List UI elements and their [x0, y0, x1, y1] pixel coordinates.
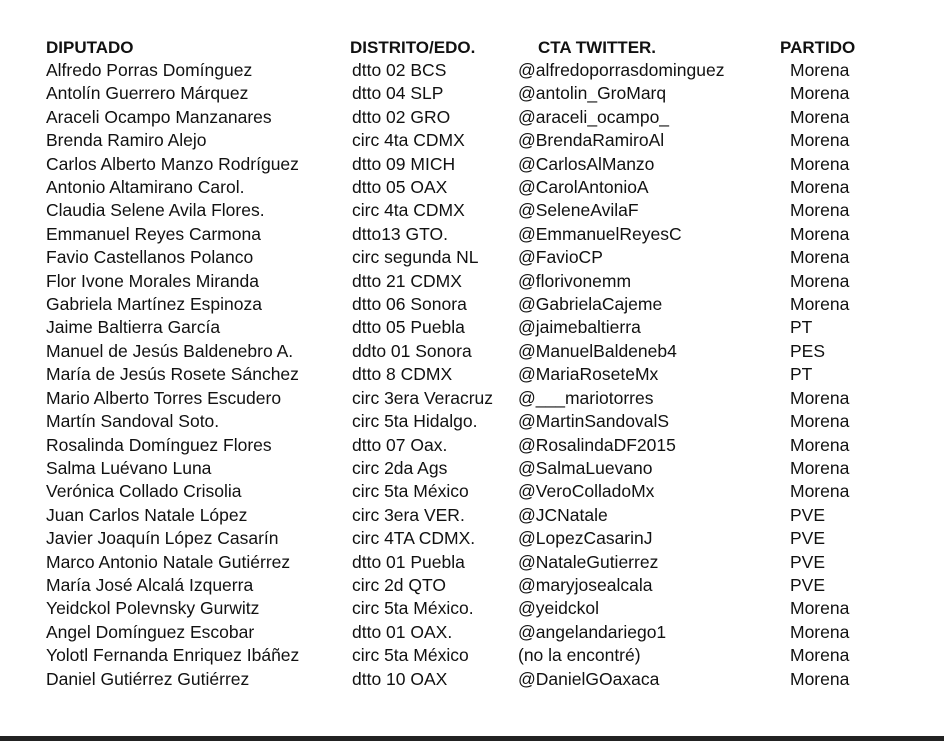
table-row [46, 621, 886, 644]
deputy-name: Juan Carlos Natale López [46, 504, 248, 525]
table-row [46, 457, 886, 480]
table-row [46, 434, 886, 457]
twitter-handle: @GabrielaCajeme [518, 294, 663, 315]
deputy-name: Daniel Gutiérrez Gutiérrez [46, 668, 250, 689]
party-cell: Morena [790, 247, 850, 268]
district-cell: circ 5ta México [352, 645, 469, 666]
table-row [46, 363, 886, 386]
table-row [46, 129, 886, 152]
deputy-name: María José Alcalá Izquerra [46, 574, 254, 595]
twitter-handle: @yeidckol [518, 598, 599, 619]
deputy-name: Mario Alberto Torres Escudero [46, 387, 282, 408]
party-cell: Morena [790, 177, 850, 198]
table-row [46, 340, 886, 363]
twitter-handle: @RosalindaDF2015 [518, 434, 676, 455]
table-row [46, 316, 886, 339]
twitter-handle: @NataleGutierrez [518, 551, 659, 572]
district-cell: circ 4TA CDMX. [352, 528, 476, 549]
deputy-name: Martín Sandoval Soto. [46, 411, 220, 432]
twitter-handle: @___mariotorres [518, 387, 654, 408]
district-cell: dtto 02 BCS [352, 60, 447, 80]
district-cell: circ 5ta México [352, 481, 469, 502]
twitter-handle: @SalmaLuevano [518, 457, 653, 478]
deputy-name: Araceli Ocampo Manzanares [46, 106, 272, 127]
table-row [46, 387, 886, 410]
party-cell: Morena [790, 457, 850, 478]
deputy-name: María de Jesús Rosete Sánchez [46, 364, 299, 385]
table-row [46, 223, 886, 246]
district-cell: ddto 01 Sonora [352, 340, 472, 361]
district-cell: dtto 21 CDMX [352, 270, 462, 291]
party-cell: Morena [790, 434, 850, 455]
party-cell: Morena [790, 621, 850, 642]
deputy-name: Verónica Collado Crisolia [46, 481, 242, 502]
district-cell: dtto 05 Puebla [352, 317, 465, 338]
district-cell: circ 5ta México. [352, 598, 474, 619]
district-cell: dtto 09 MICH [352, 153, 456, 174]
party-cell: Morena [790, 200, 850, 221]
party-cell: Morena [790, 60, 850, 80]
header-row [46, 36, 886, 59]
table-row [46, 504, 886, 527]
party-cell: PVE [790, 574, 826, 595]
party-cell: PVE [790, 504, 826, 525]
district-cell: circ 4ta CDMX [352, 130, 465, 151]
twitter-handle: @araceli_ocampo_ [518, 106, 670, 127]
party-cell: Morena [790, 223, 850, 244]
district-cell: dtto 07 Oax. [352, 434, 448, 455]
party-cell: Morena [790, 270, 850, 291]
twitter-handle: @angelandariego1 [518, 621, 667, 642]
party-cell: PVE [790, 528, 826, 549]
twitter-handle: @LopezCasarinJ [518, 528, 653, 549]
district-cell: dtto 8 CDMX [352, 364, 453, 385]
district-cell: circ segunda NL [352, 247, 479, 268]
twitter-handle: @BrendaRamiroAl [518, 130, 665, 151]
table-row [46, 176, 886, 199]
district-cell: circ 4ta CDMX [352, 200, 465, 221]
table-row [46, 668, 886, 691]
header-twitter: CTA TWITTER. [538, 38, 657, 57]
party-cell: Morena [790, 645, 850, 666]
party-cell: PES [790, 340, 826, 361]
table-row [46, 293, 886, 316]
deputy-name: Claudia Selene Avila Flores. [46, 200, 265, 221]
header-distrito: DISTRITO/EDO. [350, 38, 476, 57]
table-row [46, 551, 886, 574]
table-row [46, 480, 886, 503]
party-cell: Morena [790, 387, 850, 408]
twitter-handle: (no la encontré) [518, 645, 641, 666]
twitter-handle: @jaimebaltierra [518, 317, 641, 338]
deputy-name: Angel Domínguez Escobar [46, 621, 255, 642]
twitter-handle: @VeroColladoMx [518, 481, 655, 502]
deputy-name: Antolín Guerrero Márquez [46, 83, 249, 104]
table-row [46, 527, 886, 550]
table-row [46, 199, 886, 222]
deputy-name: Yeidckol Polevnsky Gurwitz [46, 598, 260, 619]
table-row [46, 574, 886, 597]
district-cell: circ 3era Veracruz [352, 387, 494, 408]
deputy-name: Javier Joaquín López Casarín [46, 528, 279, 549]
district-cell: circ 2da Ags [352, 457, 448, 478]
table-row [46, 106, 886, 129]
district-cell: dtto 01 OAX. [352, 621, 453, 642]
deputy-name: Flor Ivone Morales Miranda [46, 270, 259, 291]
party-cell: Morena [790, 481, 850, 502]
twitter-handle: @ManuelBaldeneb4 [518, 340, 677, 361]
party-cell: PVE [790, 551, 826, 572]
district-cell: dtto 04 SLP [352, 83, 444, 104]
district-cell: dtto 02 GRO [352, 106, 451, 127]
deputy-name: Favio Castellanos Polanco [46, 247, 254, 268]
twitter-handle: @JCNatale [518, 504, 608, 525]
deputy-name: Emmanuel Reyes Carmona [46, 223, 261, 244]
deputy-name: Rosalinda Domínguez Flores [46, 434, 272, 455]
deputy-name: Alfredo Porras Domínguez [46, 60, 253, 80]
header-diputado: DIPUTADO [46, 38, 134, 57]
table-body [46, 59, 886, 691]
table-row [46, 82, 886, 105]
district-cell: dtto 06 Sonora [352, 294, 467, 315]
party-cell: Morena [790, 106, 850, 127]
deputy-name: Jaime Baltierra García [46, 317, 221, 338]
district-cell: dtto 05 OAX [352, 177, 448, 198]
twitter-handle: @CarolAntonioA [518, 177, 649, 198]
district-cell: circ 5ta Hidalgo. [352, 411, 478, 432]
party-cell: Morena [790, 668, 850, 689]
party-cell: Morena [790, 294, 850, 315]
table-row [46, 270, 886, 293]
twitter-handle: @MartinSandovalS [518, 411, 670, 432]
party-cell: Morena [790, 153, 850, 174]
table-header [46, 36, 886, 59]
district-cell: circ 2d QTO [352, 574, 447, 595]
deputy-name: Manuel de Jesús Baldenebro A. [46, 340, 294, 361]
deputy-name: Marco Antonio Natale Gutiérrez [46, 551, 291, 572]
header-partido: PARTIDO [780, 38, 856, 57]
deputy-name: Salma Luévano Luna [46, 457, 212, 478]
district-cell: dtto 10 OAX [352, 668, 448, 689]
table-row [46, 410, 886, 433]
twitter-handle: @EmmanuelReyesC [518, 223, 682, 244]
deputy-name: Carlos Alberto Manzo Rodríguez [46, 153, 299, 174]
district-cell: circ 3era VER. [352, 504, 465, 525]
district-cell: dtto 01 Puebla [352, 551, 465, 572]
twitter-handle: @florivonemm [518, 270, 632, 291]
twitter-handle: @MariaRoseteMx [518, 364, 659, 385]
district-cell: dtto13 GTO. [352, 223, 448, 244]
twitter-handle: @alfredoporrasdominguez [518, 60, 725, 80]
bottom-border [0, 736, 944, 741]
twitter-handle: @antolin_GroMarq [518, 83, 667, 104]
twitter-handle: @SeleneAvilaF [518, 200, 639, 221]
twitter-handle: @CarlosAlManzo [518, 153, 655, 174]
party-cell: PT [790, 317, 813, 338]
twitter-handle: @FavioCP [518, 247, 603, 268]
party-cell: Morena [790, 83, 850, 104]
twitter-handle: @DanielGOaxaca [518, 668, 660, 689]
deputy-name: Yolotl Fernanda Enriquez Ibáñez [46, 645, 300, 666]
deputy-name: Antonio Altamirano Carol. [46, 177, 245, 198]
party-cell: Morena [790, 598, 850, 619]
twitter-handle: @maryjosealcala [518, 574, 653, 595]
deputy-name: Gabriela Martínez Espinoza [46, 294, 262, 315]
deputy-name: Brenda Ramiro Alejo [46, 130, 207, 151]
table-row [46, 597, 886, 620]
deputies-table [46, 36, 886, 691]
table-row [46, 246, 886, 269]
party-cell: Morena [790, 411, 850, 432]
table-row [46, 59, 886, 82]
table-row [46, 153, 886, 176]
party-cell: Morena [790, 130, 850, 151]
party-cell: PT [790, 364, 813, 385]
table-row [46, 644, 886, 667]
